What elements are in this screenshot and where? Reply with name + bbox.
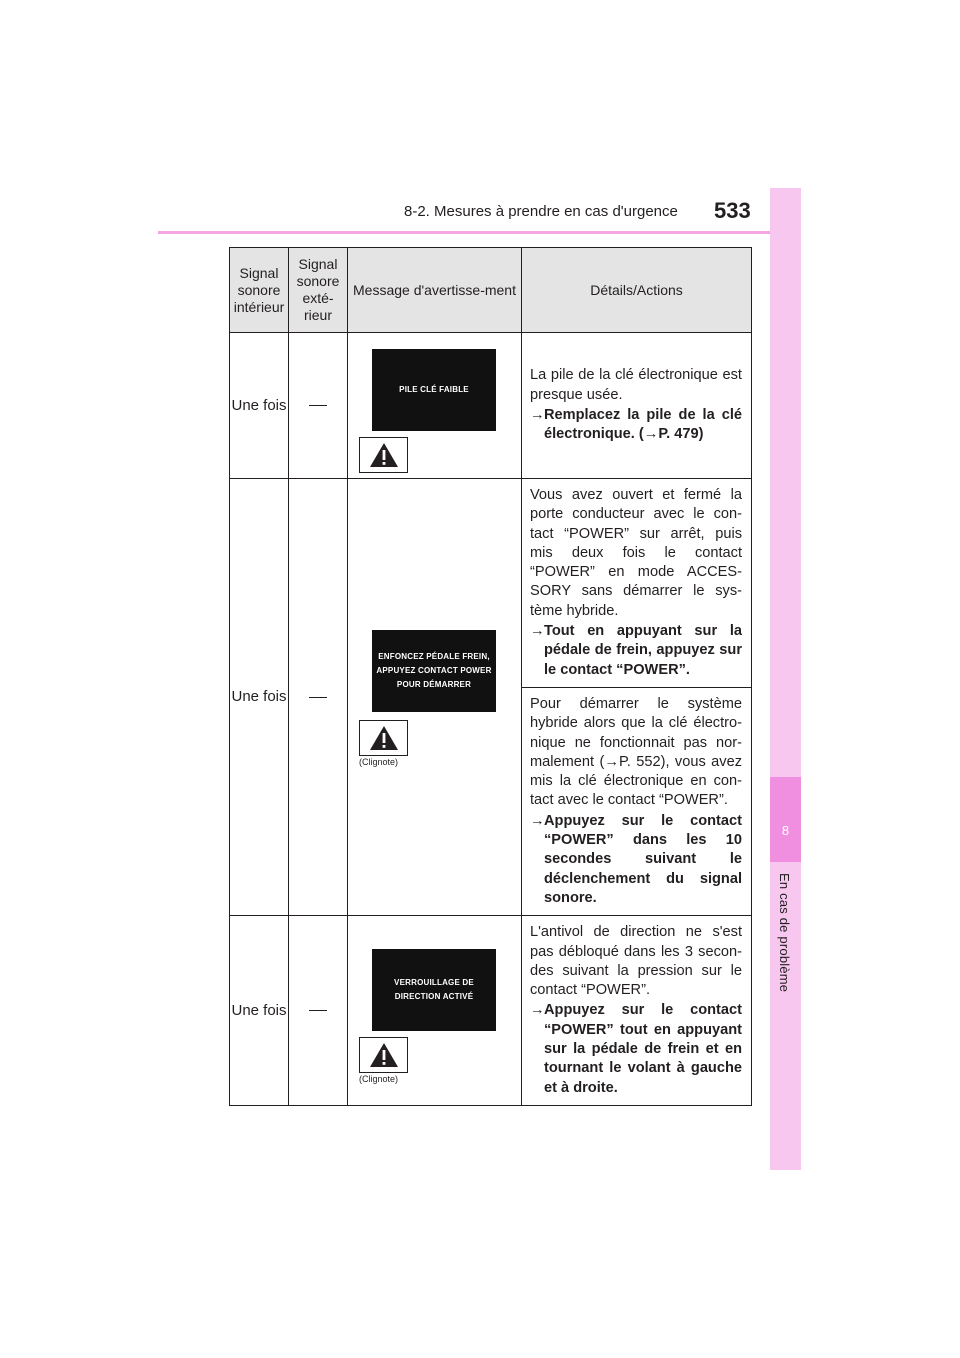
chapter-side-tab <box>770 188 801 1170</box>
details-text: Vous avez ouvert et fermé la porte conducteur avec le con-tact “POWER” sur arrêt, puis mis deux fois le contact “POWER” en mode ACCES-SORY sans démarrer le sys-tème hybride. <box>530 487 742 619</box>
warning-message <box>348 916 522 1106</box>
details-cell <box>522 687 752 915</box>
details-text: L'antivol de direction ne s'est pas débloqué dans les 3 secon-des suivant la pression sur le contact “POWER”. <box>530 924 742 999</box>
display-screen <box>372 949 496 1031</box>
dash-mark <box>309 1010 327 1011</box>
action-item <box>530 406 742 445</box>
column-header: Signal sonore intérieur <box>230 248 289 333</box>
chapter-marker <box>770 777 801 862</box>
table-header-row <box>230 248 752 333</box>
action-item <box>530 812 742 908</box>
warning-message <box>348 333 522 479</box>
warning-triangle-icon <box>359 437 408 473</box>
action-item <box>530 1001 742 1097</box>
details-text: La pile de la clé électronique est presque usée. <box>530 367 742 403</box>
warning-triangle-icon <box>359 1037 408 1073</box>
exterior-signal <box>289 479 348 916</box>
table-row <box>230 916 752 1106</box>
arrow-icon: → <box>530 812 545 829</box>
blink-caption: (Clignote) <box>359 757 399 768</box>
display-text: ENFONCEZ PÉDALE FREIN, <box>378 652 490 662</box>
interior-signal: Une fois <box>230 916 289 1106</box>
action-item <box>530 622 742 680</box>
display-text: DIRECTION ACTIVÉ <box>394 991 474 1001</box>
interior-signal: Une fois <box>230 333 289 479</box>
action-text: Appuyez sur le contact “POWER” tout en appuyant sur la pédale de frein et en tournant le volant à gauche et à droite. <box>544 1002 742 1096</box>
display-screen <box>372 349 496 431</box>
blink-caption: (Clignote) <box>359 1073 399 1084</box>
section-title: 8-2. Mesures à prendre en cas d'urgence <box>404 203 678 220</box>
display-screen <box>372 630 496 712</box>
arrow-icon: → <box>530 407 545 423</box>
interior-signal: Une fois <box>230 479 289 916</box>
warning-message <box>348 479 522 916</box>
dash-mark <box>309 405 327 406</box>
chapter-title: En cas de problème <box>777 873 792 993</box>
exterior-signal <box>289 916 348 1106</box>
chapter-number: 8 <box>781 823 790 838</box>
display-text: APPUYEZ CONTACT POWER <box>376 666 492 676</box>
details-cell <box>522 479 752 688</box>
display-text: VERROUILLAGE DE <box>394 977 474 987</box>
dash-mark <box>309 697 327 698</box>
display-text: PILE CLÉ FAIBLE <box>399 385 469 394</box>
exterior-signal <box>289 333 348 479</box>
action-text: Remplacez la pile de la clé électronique. (→P. 479) <box>544 407 742 443</box>
arrow-icon: → <box>530 623 545 640</box>
table-row <box>230 479 752 688</box>
warning-triangle-icon <box>359 720 408 756</box>
page-number: 533 <box>714 198 751 223</box>
warning-messages-table <box>229 247 752 1106</box>
column-header: Message d'avertisse-ment <box>348 248 522 333</box>
details-cell <box>522 333 752 479</box>
details-text: Pour démarrer le système hybride alors que la clé électro-nique ne fonctionnait pas nor-malement (→P. 552), vous avez mis la clé électronique en con-tact avec le contact “POWER”. <box>530 695 742 809</box>
action-text: Appuyez sur le contact “POWER” dans les 10 secondes suivant le déclenchement du signal sonore. <box>544 812 742 906</box>
table-row <box>230 333 752 479</box>
action-text: Tout en appuyant sur la pédale de frein, appuyez sur le contact “POWER”. <box>544 623 742 678</box>
column-header: Signal sonore exté-rieur <box>289 248 348 333</box>
header-rule <box>158 231 800 234</box>
details-cell <box>522 916 752 1106</box>
column-header: Détails/Actions <box>522 248 752 333</box>
display-text: POUR DÉMARRER <box>396 680 472 690</box>
arrow-icon: → <box>530 1002 545 1019</box>
